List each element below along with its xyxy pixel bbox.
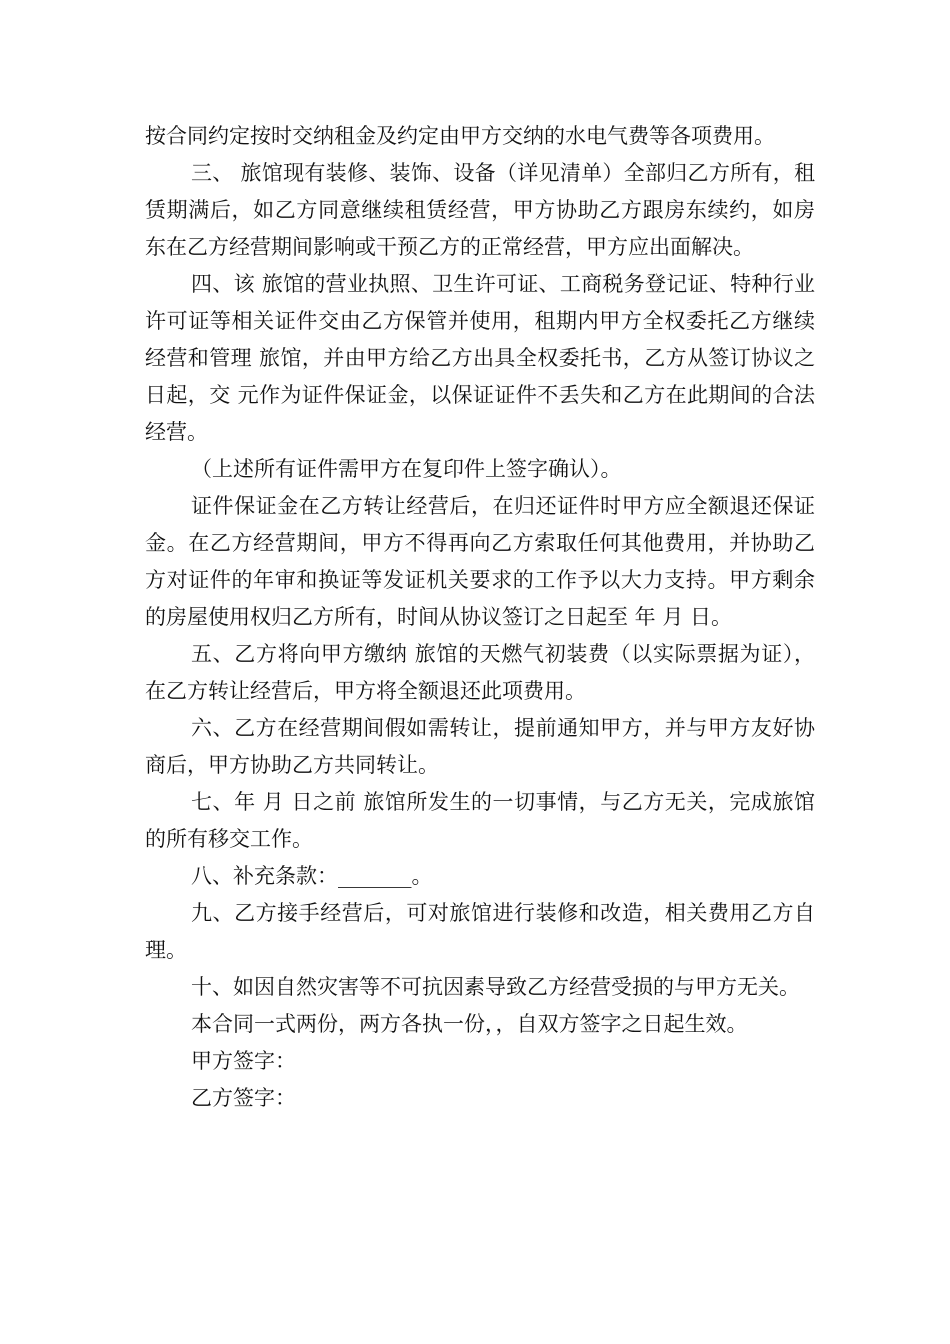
paragraph-clause-3: 三、 旅馆现有装修、装饰、设备（详见清单）全部归乙方所有，租赁期满后，如乙方同意继续租赁经营，甲方协助乙方跟房东续约，如房东在乙方经营期间影响或干预乙方的正常经营，甲方应出面解决。 [145,161,815,259]
signature-party-a: 甲方签字： [191,1049,296,1073]
paragraph-clause-5: 五、乙方将向甲方缴纳 旅馆的天燃气初装费（以实际票据为证），在乙方转让经营后，甲方将全额退还此项费用。 [145,642,815,703]
paragraph-fee-obligation: 按合同约定按时交纳租金及约定由甲方交纳的水电气费等各项费用。 [145,124,775,148]
paragraph-effectiveness: 本合同一式两份，两方各执一份，，自双方签字之日起生效。 [191,1012,748,1036]
contract-body [145,118,815,1117]
paragraph-clause-10: 十、如因自然灾害等不可抗因素导致乙方经营受损的与甲方无关。 [191,975,800,999]
signature-party-b: 乙方签字： [191,1086,296,1110]
paragraph-clause-4: 四、该 旅馆的营业执照、卫生许可证、工商税务登记证、特种行业许可证等相关证件交由乙方保管并使用，租期内甲方全权委托乙方继续经营和管理 旅馆，并由甲方给乙方出具全权委托书，乙方从签订协议之日起，交 元作为证件保证金，以保证证件不丢失和乙方在此期间的合法经营。 [145,272,815,444]
paragraph-certificate-note: （上述所有证件需甲方在复印件上签字确认）。 [191,457,622,481]
paragraph-clause-8: 八、补充条款：_______。 [191,864,433,888]
paragraph-deposit-refund: 证件保证金在乙方转让经营后，在归还证件时甲方应全额退还保证金。在乙方经营期间，甲方不得再向乙方索取任何其他费用，并协助乙方对证件的年审和换证等发证机关要求的工作予以大力支持。甲方剩余的房屋使用权归乙方所有，时间从协议签订之日起至 年 月 日。 [145,494,815,629]
paragraph-clause-9: 九、乙方接手经营后，可对旅馆进行装修和改造，相关费用乙方自理。 [145,901,815,962]
paragraph-clause-6: 六、乙方在经营期间假如需转让，提前通知甲方，并与甲方友好协商后，甲方协助乙方共同转让。 [145,716,815,777]
paragraph-clause-7: 七、年 月 日之前 旅馆所发生的一切事情，与乙方无关，完成旅馆的所有移交工作。 [145,790,815,851]
